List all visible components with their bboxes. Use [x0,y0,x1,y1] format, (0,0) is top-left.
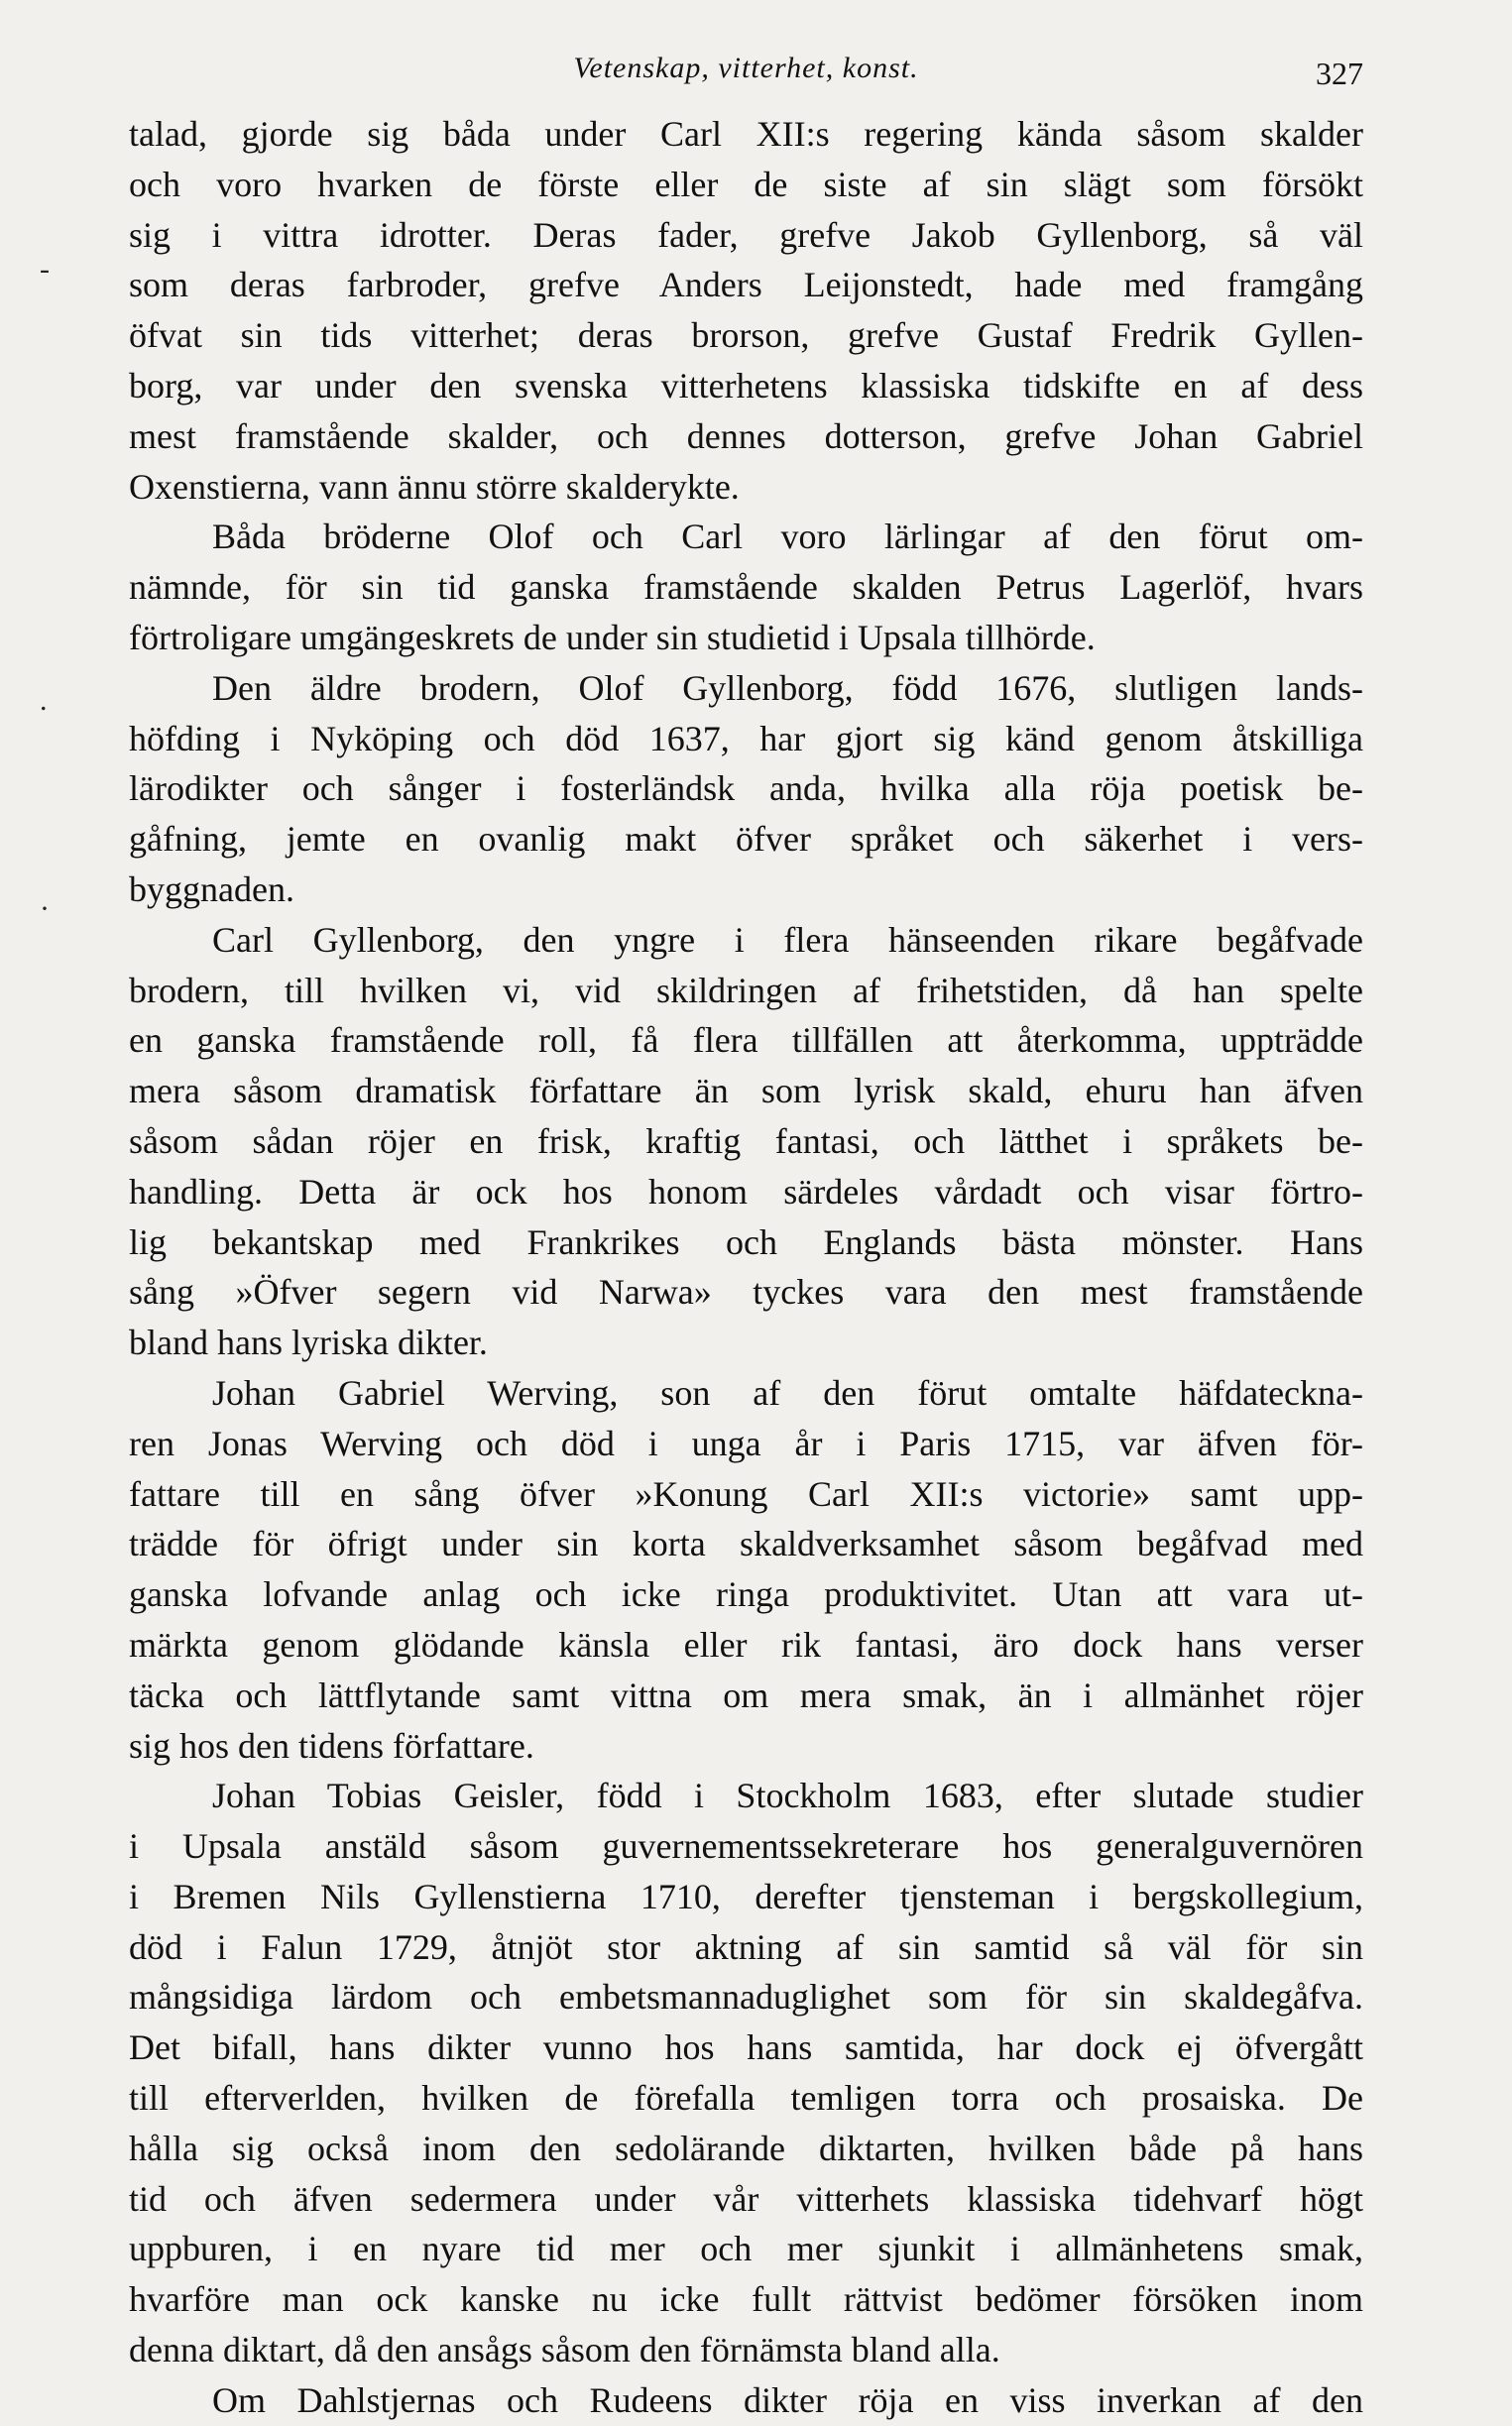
text-line: Den äldre brodern, Olof Gyllenborg, född 1676, slutligen lands- [212,667,1363,708]
text-line: Johan Tobias Geisler, född i Stockholm 1683, efter slutade studier [212,1776,1363,1816]
text-line: död i Falun 1729, åtnjöt stor aktning af sin samtid så väl för sin [129,1926,1363,1967]
text-line: mångsidiga lärdom och embetsmannaduglighet som för sin skaldegåfva. [129,1977,1363,2018]
text-line: trädde för öfrigt under sin korta skaldverksamhet såsom begåfvad med [129,1524,1363,1564]
text-line: märkta genom glödande känsla eller rik fantasi, äro dock hans verser [129,1624,1363,1665]
text-line: byggnaden. [129,868,294,909]
text-line: gåfning, jemte en ovanlig makt öfver språket och säkerhet i vers- [129,819,1363,860]
text-line: höfding i Nyköping och död 1637, har gjort sig känd genom åtskilliga [129,718,1363,758]
text-line: Carl Gyllenborg, den yngre i flera hänseenden rikare begåfvade [212,919,1363,960]
text-line: uppburen, i en nyare tid mer och mer sjunkit i allmänhetens smak, [129,2229,1363,2269]
text-line: denna diktart, då den ansågs såsom den förnämsta bland alla. [129,2330,1000,2370]
margin-mark: - [40,253,50,286]
text-line: mera såsom dramatisk författare än som lyrisk skald, ehuru han äfven [129,1071,1363,1111]
text-line: som deras farbroder, grefve Anders Leijonstedt, hade med framgång [129,265,1363,305]
text-line: till efterverlden, hvilken de förefalla temligen torra och prosaiska. De [129,2078,1363,2119]
text-line: Båda bröderne Olof och Carl voro lärlingar af den förut om- [212,517,1363,557]
text-line: och voro hvarken de förste eller de siste af sin slägt som försökt [129,164,1363,204]
text-line: ren Jonas Werving och död i unga år i Paris 1715, var äfven för- [129,1423,1363,1463]
margin-mark: · [40,892,50,925]
text-line: handling. Detta är ock hos honom särdeles vårdadt och visar förtro- [129,1171,1363,1212]
text-line: nämnde, för sin tid ganska framstående skalden Petrus Lagerlöf, hvars [129,567,1363,608]
text-line: öfvat sin tids vitterhet; deras brorson, grefve Gustaf Fredrik Gyllen- [129,315,1363,356]
text-line: borg, var under den svenska vitterhetens klassiska tidskifte en af dess [129,365,1363,405]
text-line: ganska lofvande anlag och icke ringa produktivitet. Utan att vara ut- [129,1574,1363,1615]
text-line: lig bekantskap med Frankrikes och Englands bästa mönster. Hans [129,1221,1363,1262]
text-line: Om Dahlstjernas och Rudeens dikter röja en viss inverkan af den [212,2379,1363,2420]
text-line: fattare till en sång öfver »Konung Carl XII:s victorie» samt upp- [129,1473,1363,1514]
running-title: Vetenskap, vitterhet, konst. [573,52,919,84]
page-header [129,44,1363,93]
text-line: sång »Öfver segern vid Narwa» tyckes vara den mest framstående [129,1272,1363,1313]
page-number: 327 [1316,56,1363,91]
margin-mark: . [40,684,48,717]
text-line: brodern, till hvilken vi, vid skildringen af frihetstiden, då han spelte [129,970,1363,1010]
text-line: förtroligare umgängeskrets de under sin studietid i Upsala tillhörde. [129,617,1096,657]
text-line: täcka och lättflytande samt vittna om mera smak, än i allmänhet röjer [129,1675,1363,1715]
text-line: hålla sig också inom den sedolärande diktarten, hvilken både på hans [129,2128,1363,2168]
text-line: hvarföre man ock kanske nu icke fullt rättvist bedömer försöken inom [129,2279,1363,2320]
body-text [129,109,1363,2426]
text-line: såsom sådan röjer en frisk, kraftig fantasi, och lätthet i språkets be- [129,1120,1363,1161]
text-line: talad, gjorde sig båda under Carl XII:s regering kända såsom skalder [129,114,1363,154]
text-line: Oxenstierna, vann ännu större skalderykte. [129,466,740,507]
text-line: i Upsala anstäld såsom guvernementssekreterare hos generalguvernören [129,1826,1363,1867]
text-line: Det bifall, hans dikter vunno hos hans samtida, har dock ej öfvergått [129,2027,1363,2068]
text-line: sig i vittra idrotter. Deras fader, grefve Jakob Gyllenborg, så väl [129,214,1363,255]
text-line: mest framstående skalder, och dennes dotterson, grefve Johan Gabriel [129,415,1363,456]
text-line: en ganska framstående roll, få flera tillfällen att återkomma, uppträdde [129,1020,1363,1061]
text-line: tid och äfven sedermera under vår vitterhets klassiska tidehvarf högt [129,2178,1363,2219]
text-line: bland hans lyriska dikter. [129,1323,488,1363]
text-line: lärodikter och sånger i fosterländsk anda, hvilka alla röja poetisk be- [129,768,1363,809]
text-line: sig hos den tidens författare. [129,1725,534,1766]
text-line: i Bremen Nils Gyllenstierna 1710, derefter tjensteman i bergskollegium, [129,1876,1363,1916]
text-line: Johan Gabriel Werving, son af den förut omtalte häfdatecknа- [212,1372,1363,1413]
